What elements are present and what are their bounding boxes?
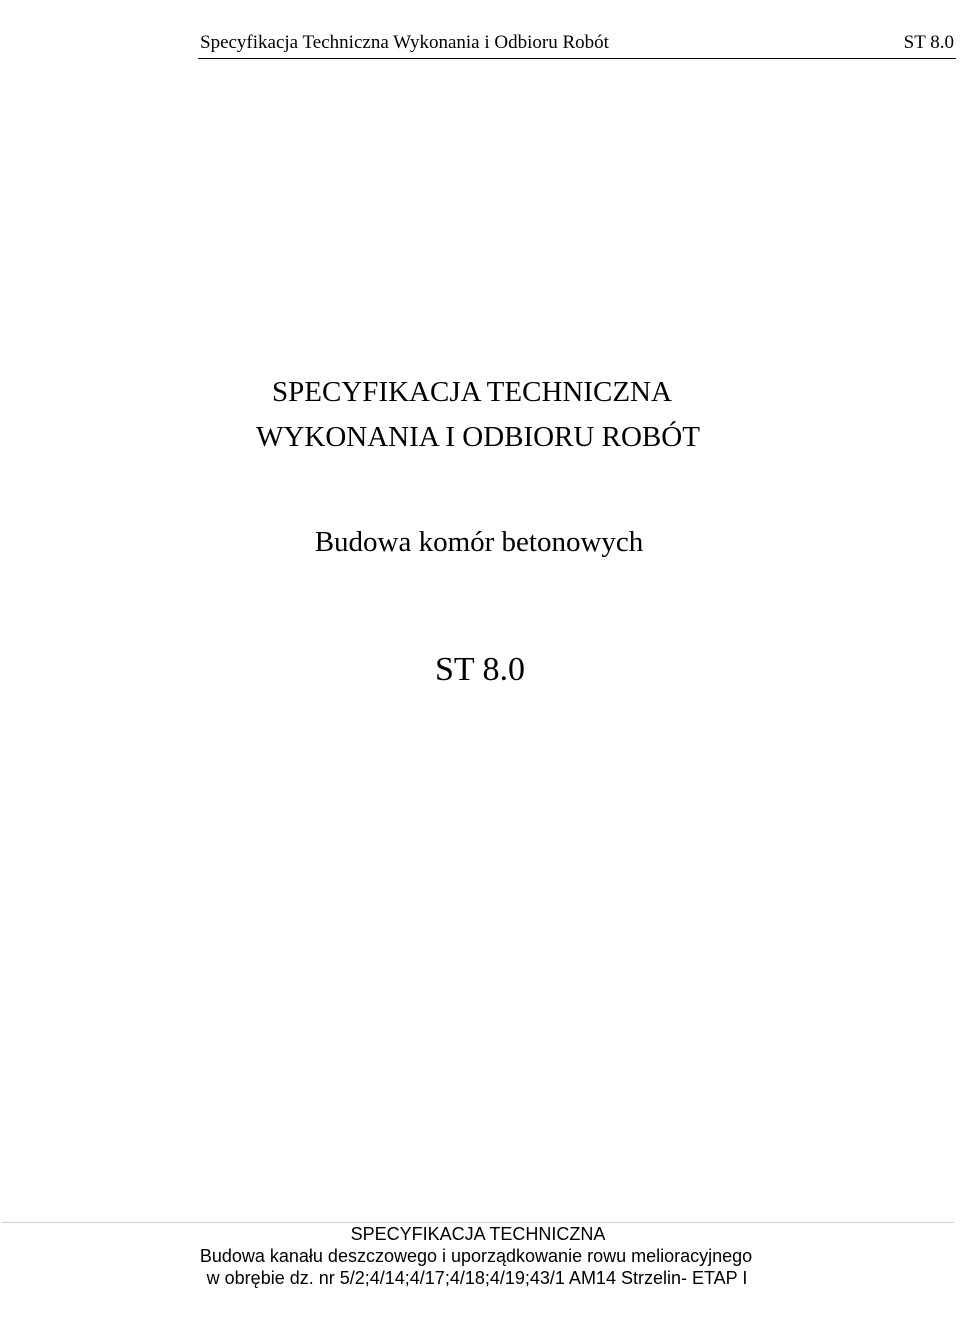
footer-line-2: Budowa kanału deszczowego i uporządkowanie rowu melioracyjnego xyxy=(199,1246,753,1266)
document-title-line-2: WYKONANIA I ODBIORU ROBÓT xyxy=(256,421,700,453)
header-title: Specyfikacja Techniczna Wykonania i Odbioru Robót xyxy=(200,32,609,53)
document-spec-code: ST 8.0 xyxy=(434,651,526,688)
page-header xyxy=(198,30,954,58)
header-spec-code: ST 8.0 xyxy=(903,32,954,53)
document-subtitle: Budowa komór betonowych xyxy=(314,526,644,558)
document-title-line-1: SPECYFIKACJA TECHNICZNA xyxy=(272,376,672,408)
header-divider xyxy=(198,58,956,59)
footer-line-1: SPECYFIKACJA TECHNICZNA xyxy=(350,1224,606,1244)
footer-line-3: w obrębie dz. nr 5/2;4/14;4/17;4/18;4/19;43/1 AM14 Strzelin- ETAP I xyxy=(206,1268,748,1288)
footer-divider xyxy=(2,1222,954,1223)
